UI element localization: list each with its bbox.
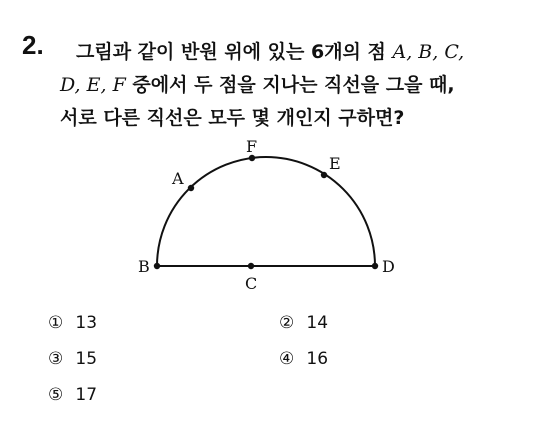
point-c	[248, 263, 254, 269]
label-a: A	[172, 169, 184, 188]
choice-4[interactable]	[279, 349, 328, 369]
choice-2[interactable]	[279, 313, 328, 333]
label-b: B	[138, 257, 150, 276]
point-b	[154, 263, 160, 269]
question-text-1: 그림과 같이 반원 위에 있는 6개의 점	[76, 41, 393, 63]
point-e	[321, 172, 327, 178]
question-number: 2.	[22, 30, 44, 60]
choice-5[interactable]	[48, 385, 97, 405]
point-a	[188, 185, 194, 191]
choice-3-value: 15	[75, 349, 98, 369]
choice-5-value: 17	[75, 385, 98, 405]
label-d: D	[382, 257, 395, 276]
point-list-1: A, B, C,	[392, 41, 465, 63]
point-d	[372, 263, 378, 269]
choice-4-value: 16	[306, 349, 329, 369]
label-e: E	[329, 154, 341, 173]
label-c: C	[245, 274, 258, 293]
choice-4-mark: ④	[279, 349, 295, 369]
label-f: F	[246, 137, 258, 156]
question-text-2: 중에서 두 점을 지나는 직선을 그을 때,	[125, 74, 455, 96]
choice-2-value: 14	[306, 313, 329, 333]
choice-3-mark: ③	[48, 349, 64, 369]
choice-3[interactable]	[48, 349, 97, 369]
choice-1-value: 13	[75, 313, 98, 333]
semicircle-arc	[157, 157, 375, 266]
question-line-3: 서로 다른 직선은 모두 몇 개인지 구하면?	[60, 107, 405, 129]
choice-2-mark: ②	[279, 313, 295, 333]
choice-1[interactable]	[48, 313, 97, 333]
choice-1-mark: ①	[48, 313, 64, 333]
choice-5-mark: ⑤	[48, 385, 64, 405]
point-list-2: D, E, F	[60, 74, 126, 96]
